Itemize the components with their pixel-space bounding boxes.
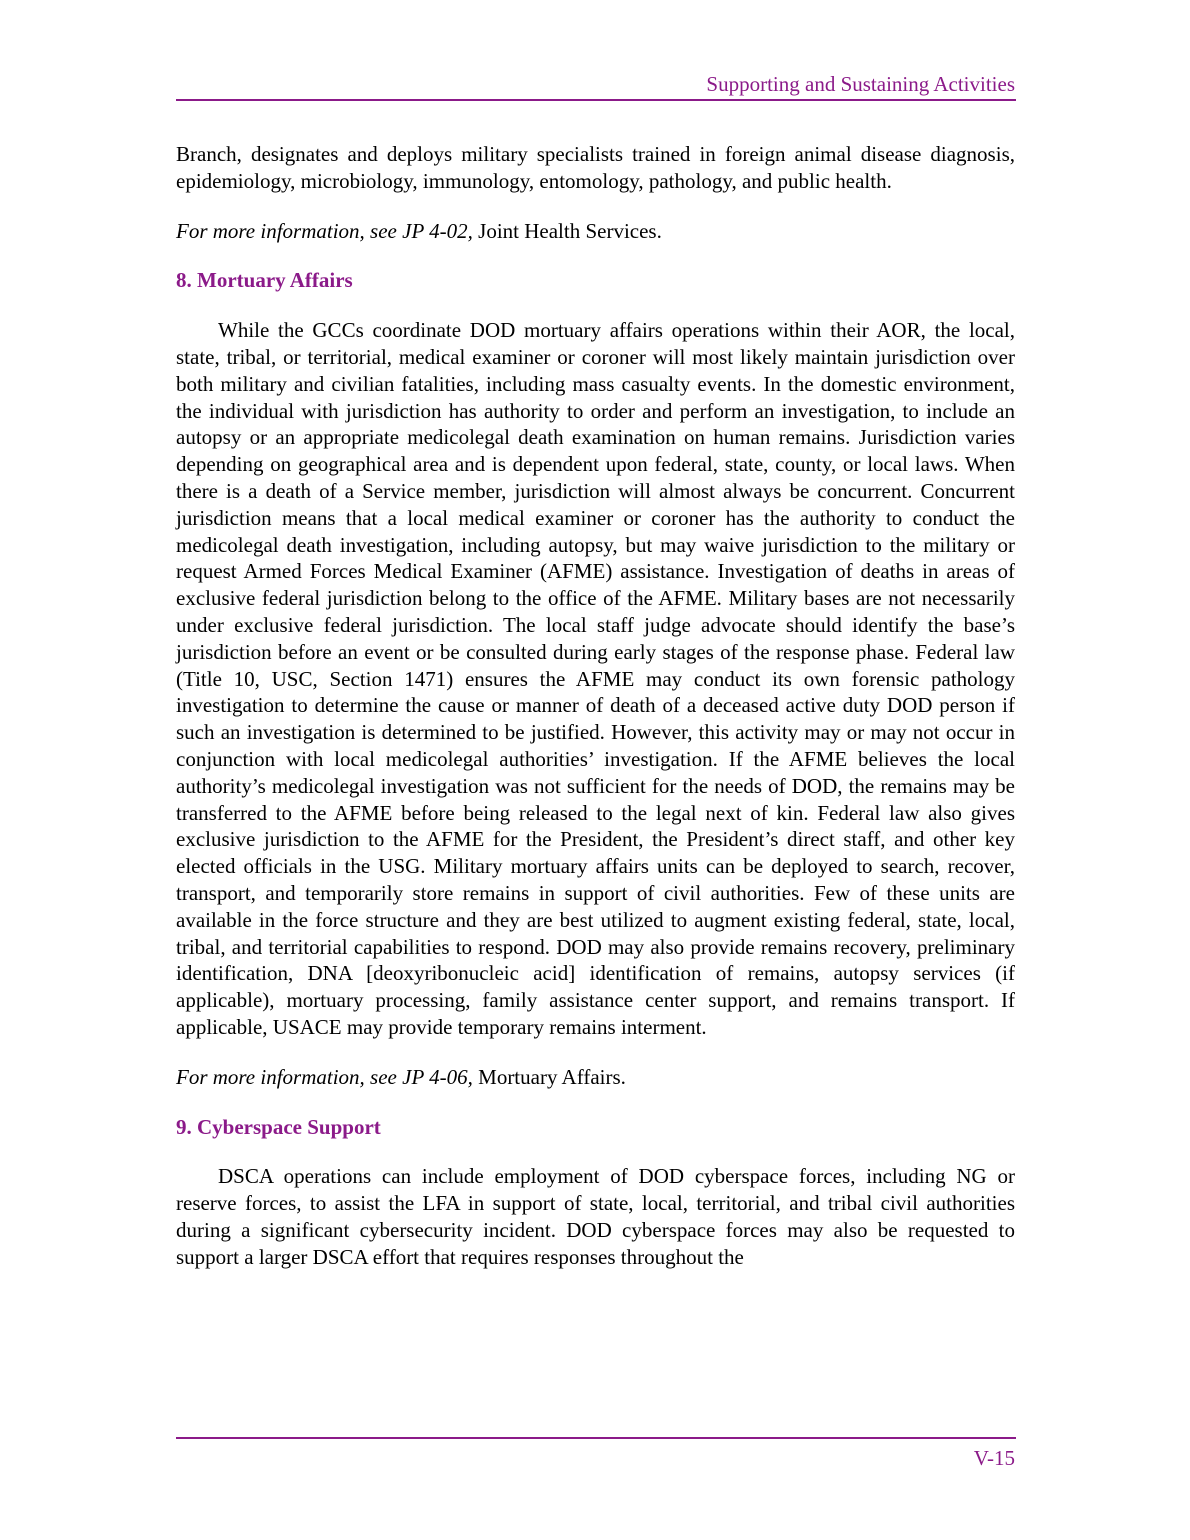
running-header-title: Supporting and Sustaining Activities bbox=[706, 72, 1015, 96]
reference-prefix: For more information, see JP 4-02, bbox=[176, 218, 473, 243]
reference-title: Mortuary Affairs. bbox=[478, 1064, 626, 1089]
running-header bbox=[176, 70, 1015, 98]
footer-rule bbox=[176, 1437, 1016, 1439]
reference-title: Joint Health Services. bbox=[478, 218, 662, 243]
page-number-label: V-15 bbox=[973, 1446, 1015, 1470]
continuation-paragraph: Branch, designates and deploys military specialists trained in foreign animal disease diagnosis, epidemiology, microbiology, immunology, entomology, pathology, and public health. bbox=[176, 142, 1015, 193]
mortuary-affairs-paragraph: While the GCCs coordinate DOD mortuary affairs operations within their AOR, the local, state, tribal, or territorial, medical examiner or coroner will most likely maintain jurisdiction over both military and civilian fatalities, including mass casualty events. In the domestic environment, the individual with jurisdiction has authority to order and perform an investigation, to include an autopsy or an appropriate medicolegal death examination on human remains. Jurisdiction varies depending on geographical area and is dependent upon federal, state, county, or local laws. When there is a death of a Service member, jurisdiction will almost always be concurrent. Concurrent jurisdiction means that a local medical examiner or coroner has the authority to conduct the medicolegal death investigation, including autopsy, but may waive jurisdiction to the military or request Armed Forces Medical Examiner (AFME) assistance. Investigation of deaths in areas of exclusive federal jurisdiction belong to the office of the AFME. Military bases are not necessarily under exclusive federal jurisdiction. The local staff judge advocate should identify the base’s jurisdiction before an event or be consulted during early stages of the response phase. Federal law (Title 10, USC, Section 1471) ensures the AFME may conduct its own forensic pathology investigation to determine the cause or manner of death of a deceased active duty DOD person if such an investigation is determined to be justified. However, this activity may or may not occur in conjunction with local medicolegal authorities’ investigation. If the AFME believes the local authority’s medicolegal investigation was not sufficient for the needs of DOD, the remains may be transferred to the AFME before being released to the legal next of kin. Federal law also gives exclusive jurisdiction to the AFME for the President, the President’s direct staff, and other key elected officials in the USG. Military mortuary affairs units can be deployed to search, recover, transport, and temporarily store remains in support of civil authorities. Few of these units are available in the force structure and they are best utilized to augment existing federal, state, local, tribal, and territorial capabilities to respond. DOD may also provide remains recovery, preliminary identification, DNA [deoxyribonucleic acid] identification of remains, autopsy services (if applicable), mortuary processing, family assistance center support, and remains transport. If applicable, USACE may provide temporary remains interment. bbox=[176, 318, 1015, 1039]
reference-prefix: For more information, see JP 4-06, bbox=[176, 1064, 473, 1089]
section-heading-cyberspace-support: 9. Cyberspace Support bbox=[176, 1114, 381, 1139]
header-rule bbox=[176, 99, 1016, 101]
section-heading-mortuary-affairs: 8. Mortuary Affairs bbox=[176, 268, 353, 293]
reference-jp-4-02 bbox=[176, 218, 1015, 245]
cyberspace-support-paragraph: DSCA operations can include employment of DOD cyberspace forces, including NG or reserve forces, to assist the LFA in support of state, local, territorial, and tribal civil authorities during a significant cybersecurity incident. DOD cyberspace forces may also be requested to support a larger DSCA effort that requires responses throughout the bbox=[176, 1164, 1015, 1269]
document-body bbox=[176, 141, 1015, 1293]
reference-jp-4-06 bbox=[176, 1064, 1015, 1091]
page-number bbox=[176, 1444, 1015, 1472]
